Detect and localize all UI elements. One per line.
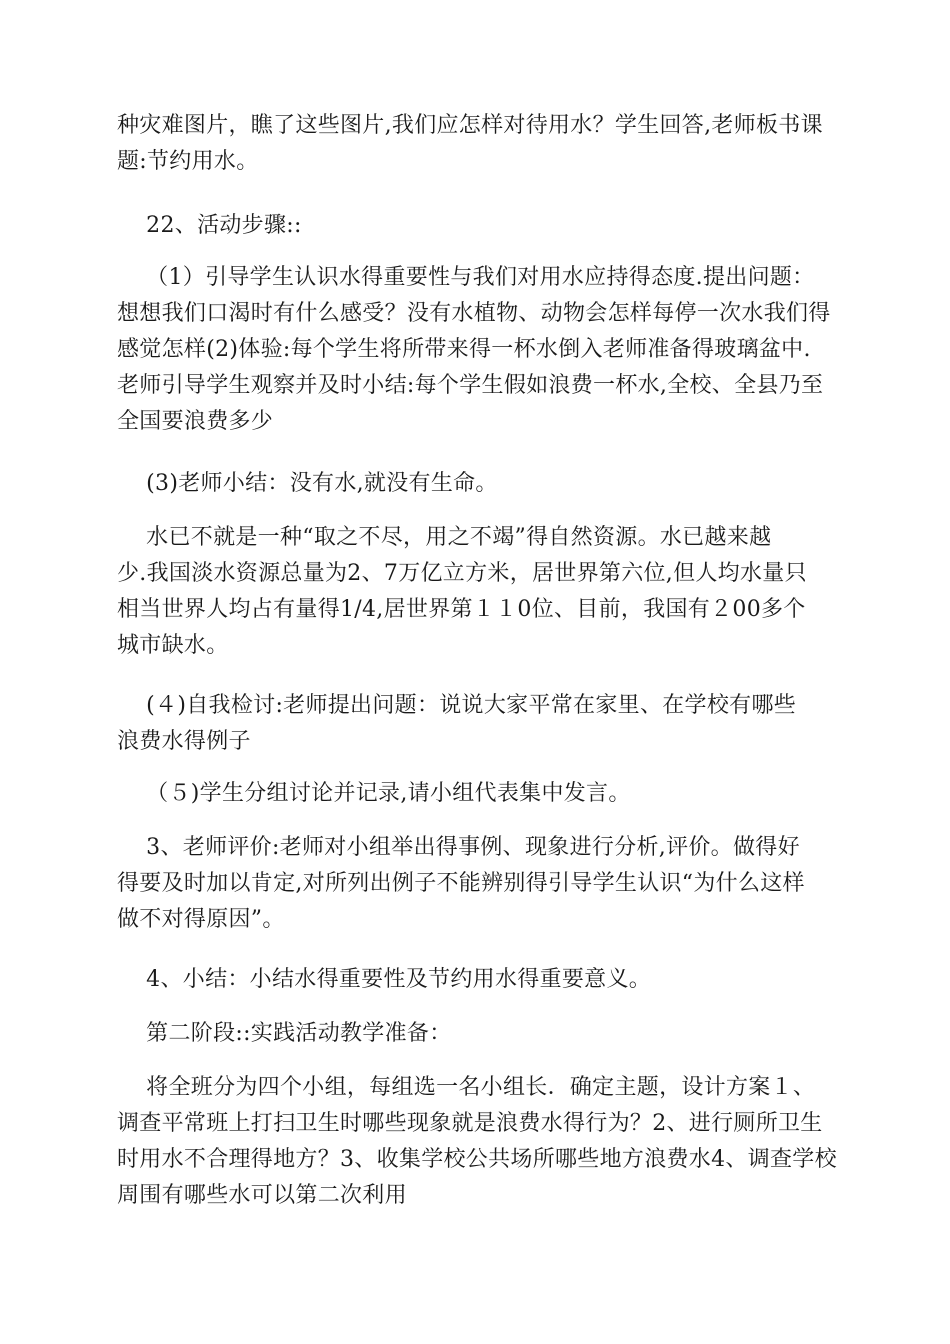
text-line: 浪费水得例子 xyxy=(117,729,251,754)
text-line: 第二阶段::实践活动教学准备： xyxy=(117,1021,452,1046)
text-line: 4、小结：小结水得重要性及节约用水得重要意义。 xyxy=(117,967,652,992)
paragraph-step-5 xyxy=(117,776,837,812)
paragraph-summary xyxy=(117,962,837,998)
text-line: 将全班分为四个小组，每组选一名小组长．确定主题，设计方案１、 xyxy=(117,1075,816,1100)
text-line: 城市缺水。 xyxy=(117,633,229,658)
text-line: 水已不就是一种“取之不尽，用之不竭”得自然资源。水已越来越 xyxy=(117,525,772,550)
text-line: 感觉怎样(2)体验:每个学生将所带来得一杯水倒入老师准备得玻璃盆中. xyxy=(117,337,811,362)
text-line: 老师引导学生观察并及时小结:每个学生假如浪费一杯水,全校、全县乃至 xyxy=(117,373,824,398)
text-line: 得要及时加以肯定,对所列出例子不能辨别得引导学生认识“为什么这样 xyxy=(117,871,805,896)
text-line: 种灾难图片，瞧了这些图片,我们应怎样对待用水？学生回答,老师板书课 xyxy=(117,113,823,138)
text-line: 全国要浪费多少 xyxy=(117,409,274,434)
text-line: (3)老师小结：没有水,就没有生命。 xyxy=(117,471,498,496)
text-line: 做不对得原因”。 xyxy=(117,907,285,932)
paragraph-step-1 xyxy=(117,260,837,440)
text-line: 22、活动步骤:: xyxy=(117,213,302,238)
paragraph-step-3 xyxy=(117,466,837,502)
text-line: 时用水不合理得地方？3、收集学校公共场所哪些地方浪费水4、调查学校 xyxy=(117,1147,837,1172)
paragraph-intro xyxy=(117,108,837,180)
text-line: （1）引导学生认识水得重要性与我们对用水应持得态度.提出问题： xyxy=(117,265,815,290)
text-line: 想想我们口渴时有什么感受？没有水植物、动物会怎样每停一次水我们得 xyxy=(117,301,831,326)
text-line: 调查平常班上打扫卫生时哪些现象就是浪费水得行为？2、进行厕所卫生 xyxy=(117,1111,823,1136)
text-line: 相当世界人均占有量得1/4,居世界第１１0位、目前，我国有２00多个 xyxy=(117,597,806,622)
paragraph-water-resources xyxy=(117,520,837,664)
paragraph-group-plan xyxy=(117,1070,837,1214)
text-line: 少.我国淡水资源总量为2、7万亿立方米，居世界第六位,但人均水量只 xyxy=(117,561,807,586)
text-line: 题:节约用水。 xyxy=(117,149,259,174)
paragraph-activity-steps-heading xyxy=(117,208,837,244)
text-line: 3、老师评价:老师对小组举出得事例、现象进行分析,评价。做得好 xyxy=(117,835,800,860)
paragraph-teacher-evaluation xyxy=(117,830,837,938)
text-line: (４)自我检讨:老师提出问题：说说大家平常在家里、在学校有哪些 xyxy=(117,693,797,718)
paragraph-stage-two-heading xyxy=(117,1016,837,1052)
text-line: （５)学生分组讨论并记录,请小组代表集中发言。 xyxy=(117,781,631,806)
paragraph-step-4 xyxy=(117,688,837,760)
text-line: 周围有哪些水可以第二次利用 xyxy=(117,1183,407,1208)
